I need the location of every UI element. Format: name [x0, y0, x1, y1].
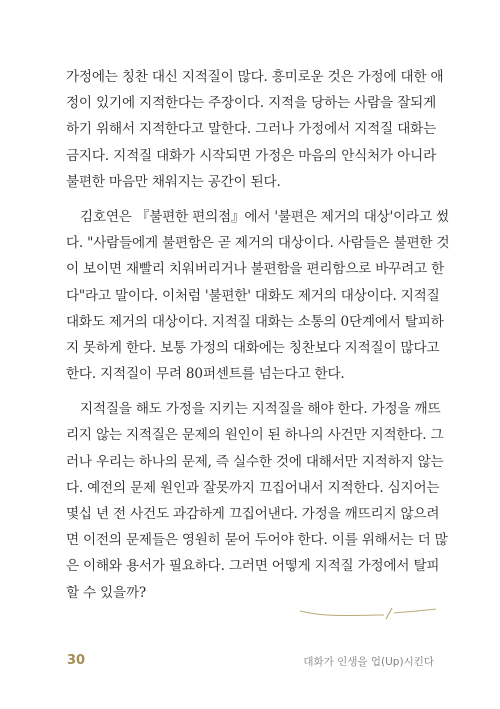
text-line: 리지 않는 지적질은 문제의 원인이 된 하나의 사건만 지적한다. 그: [66, 427, 444, 444]
text-line: 지적질을 해도 가정을 지키는 지적질을 해야 한다. 가정을 깨뜨: [80, 401, 441, 418]
text-line: 할 수 있을까?: [66, 584, 146, 601]
text-line: 대화도 제거의 대상이다. 지적질 대화는 소통의 0단계에서 탈피하: [66, 313, 444, 330]
text-line: 가정에는 칭찬 대신 지적질이 많다. 흥미로운 것은 가정에 대한 애: [66, 69, 444, 85]
text-line: 몇십 년 전 사건도 과감하게 끄집어낸다. 가정을 깨뜨리지 않으려: [66, 506, 440, 522]
text-line: 이 보이면 재빨리 치워버리거나 불편함을 편리함으로 바꾸려고 한: [66, 261, 444, 278]
text-line: 하기 위해서 지적한다고 말한다. 그러나 가정에서 지적질 대화는: [66, 121, 436, 138]
text-line: 지 못하게 한다. 보통 가정의 대화에는 칭찬보다 지적질이 많다고: [66, 339, 440, 356]
text-line: 금지다. 지적질 대화가 시작되면 가정은 마음의 안식처가 아니라: [66, 147, 436, 164]
text-line: 불편한 마음만 채워지는 공간이 된다.: [66, 173, 281, 190]
text-line: 러나 우리는 하나의 문제, 즉 실수한 것에 대해서만 지적하지 않는: [66, 453, 444, 470]
text-line: 김호연은 『불편한 편의점』에서 '불편은 제거의 대상'이라고 썼: [80, 208, 449, 225]
text-line: 면 이전의 문제들은 영원히 묻어 두어야 한다. 이를 위해서는 더 많: [66, 532, 448, 549]
text-line: 다. "사람들에게 불편함은 곧 제거의 대상이다. 사람들은 불편한 것: [66, 235, 450, 252]
paragraph-2: [66, 204, 450, 387]
page-number: 30: [67, 653, 86, 668]
text-line: 한다. 지적질이 무려 80퍼센트를 넘는다고 한다.: [66, 366, 345, 383]
paragraph-3: [66, 396, 448, 606]
body-text: [66, 64, 450, 606]
paragraph-1: [66, 64, 444, 195]
footer-ornament: [0, 604, 500, 624]
text-line: 은 이해와 용서가 필요하다. 그러면 어떻게 지적질 가정에서 탈피: [66, 558, 440, 575]
text-line: 다. 예전의 문제 원인과 잘못까지 끄집어내서 지적한다. 심지어는: [66, 479, 440, 496]
text-line: 다"라고 말이다. 이처럼 '불편한' 대화도 제거의 대상이다. 지적질: [66, 287, 440, 304]
text-line: 정이 있기에 지적한다는 주장이다. 지적을 당하는 사람을 잘되게: [66, 95, 436, 112]
running-title: 대화가 인생을 업(Up)시킨다: [303, 656, 434, 668]
